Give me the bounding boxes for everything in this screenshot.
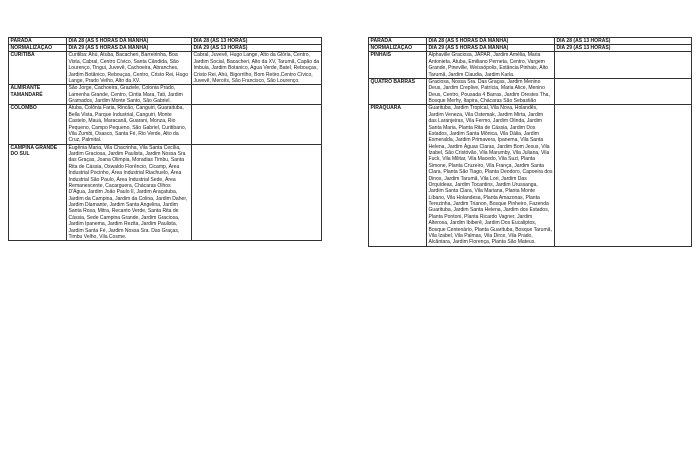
day29-morning-header: DIA 29 (ÀS 5 HORAS DA MANHÃ) <box>67 45 192 52</box>
city-name: CAMPINA GRANDE DO SUL <box>9 144 67 241</box>
afternoon-neighborhoods <box>192 144 322 241</box>
city-name: QUATRO BARRAS <box>369 78 427 105</box>
table-row <box>369 78 692 105</box>
morning-neighborhoods: Guarituba, Jardim Tropical, Vila Nova, Holandês, Jardim Veneza, Vila Ostemak, Jardim Mirta, Jardim das Laranjeiras, Vila Fermo, Jardim Olinda, Jardim Santa Maria, Planta Rita de Cássia, Jardim Dos Estados, Jardim Santa Mônica, Vila Dália, Jardim Esmeralda, Jardim Primavera, Ipanema, Vila Santa Helena, Jardim Águas Claras, Jardim Bom Jesus, Vila Izabel, São Cristóvão, Vila Marumby, Vila Juliana, Vila Fuck, Vila Militar, Vila Macedo, Vila Suzi, Planta Simone, Planta Cruzeiro, Vila França, Jardim Santa Clara, Planta São Tiago, Planta Deodoro, Capoeira dos Dinos, Jardim Tarumã, Vila Lori, Jardim Das Orquídeas, Jardim Tocantins, Jardim Urussanga, Jardim Santa Clara, Vila Mariana, Planta Monte Líbano, Vila Holandesa, Planta Amazonas, Planta Terezinha, Jardim Trianon, Bosque Pinheiro, Fazenda Guarituba, Jardim Santa Helena, Jardim dos Estados, Planta Pontoni, Planta Ricardo Vagner, Jardim Alterosa, Jardim Ibiberê, Jardim Dos Eucaliptos, Bosque Centenário, Planta Guarituba, Bosque Tarumã, Vila Izabel, Vila Palmas, Vila Dirce, Vila Prado, Alcântara, Jardim Florença, Planta São Mateus. <box>428 105 553 246</box>
day28-afternoon-header: DIA 28 (ÀS 13 HORAS) <box>555 38 692 45</box>
parada-label: PARADA <box>9 38 67 45</box>
normalizacao-label: NORMALIZAÇÃO <box>9 45 67 52</box>
day28-afternoon-header: DIA 28 (ÀS 13 HORAS) <box>192 38 322 45</box>
morning-neighborhoods: Atuba, Colônia Faria, Rincão, Canguiri, Guaraituba, Bella Vista, Parque Industrial, Canguiri, Monte Castelo, Mauá, Maracanã, Guarani, Monza, Rio Pequeno, Campo Pequeno, São Gabriel, Curitibano, Vila Zumbi, Osasco, Santa Fé, Rio Verde, Alto da Cruz, Palmital. <box>67 105 192 144</box>
day28-morning-header: DIA 28 (ÀS 5 HORAS DA MANHÃ) <box>67 38 192 45</box>
schedule-table-right <box>368 37 692 247</box>
afternoon-neighborhoods <box>192 105 322 144</box>
table-row <box>9 52 322 85</box>
parada-label: PARADA <box>369 38 427 45</box>
afternoon-neighborhoods <box>555 78 692 105</box>
afternoon-neighborhoods <box>555 52 692 79</box>
morning-neighborhoods: São Jorge, Cachoeira, Graziele, Colonia Prado, Lamenha Grande, Centro, Cintia Mara, Tati, Jardim Gramados, Jardim Monte Santo, São Gabriel. <box>67 85 192 105</box>
afternoon-neighborhoods: Cabral, Juvevê, Hugo Lange, Alto da Glória, Centro, Jardim Social, Bacacheri, Alto da XV, Tarumã, Capão da Imbuia, Jardim Botanico, Agua Verde, Batel, Rebouças, Cristo Rei, Ahú, Bigorrilho, Bom Retiro,Centro Cívico, Juvevê, Mercês, São Francisco, São Lourenço. <box>192 52 322 85</box>
header-row-normalizacao <box>9 45 322 52</box>
morning-neighborhoods: Curitiba: Ahú, Atuba, Bacacheri, Barreirinha, Boa Vista, Cabral, Centro Cívico, Santa Cândida, São Lourenço, Tingui, Juvevê, Cachoeira, Abranches, Jardim Botânico, Rebouças, Centro, Cristo Rei, Hugo Lange, Prado Velho, Alto da XV. <box>67 52 192 85</box>
morning-neighborhoods: Alphaville Graciosa, JAPAR, Jardim Amélia, Maria Antonieta, Atuba, Emiliano Perneta, Centro, Vargem Grande, Pineville, Weissópolis, Estância Pinhais, Alto Tarumã, Jardim Claudia, Jardim Karla. <box>427 52 555 79</box>
city-name: ALMIRANTE TAMANDARÉ <box>9 85 67 105</box>
normalizacao-label: NORMALIZAÇÃO <box>369 45 427 52</box>
table-row <box>9 144 322 241</box>
day29-afternoon-header: DIA 29 (ÀS 13 HORAS) <box>555 45 692 52</box>
table-row <box>369 52 692 79</box>
day28-morning-header: DIA 28 (ÀS 5 HORAS DA MANHÃ) <box>427 38 555 45</box>
table-row <box>369 105 692 246</box>
header-row-parada <box>9 38 322 45</box>
city-name: COLOMBO <box>9 105 67 144</box>
morning-neighborhoods: Graciosa, Nossa Sra. Das Graças, Jardim Menino Deus, Jardim Creplive, Patrícia, Maria Alice, Menino Deus, Centro, Pousada 4 Barras, Jardim Orestes Tha, Bosque Merhy, Itapira, Chácaras São Sebastião <box>427 78 555 105</box>
afternoon-neighborhoods <box>555 105 692 246</box>
city-name: PINHAIS <box>369 52 427 79</box>
header-row-parada <box>369 38 692 45</box>
day29-morning-header: DIA 29 (ÀS 5 HORAS DA MANHÃ) <box>427 45 555 52</box>
header-row-normalizacao <box>369 45 692 52</box>
table-row <box>9 105 322 144</box>
city-name: PIRAQUARA <box>369 105 427 246</box>
table-row <box>9 85 322 105</box>
day29-afternoon-header: DIA 29 (ÀS 13 HORAS) <box>192 45 322 52</box>
schedule-table-left <box>8 37 322 241</box>
city-name: CURITIBA <box>9 52 67 85</box>
afternoon-neighborhoods <box>192 85 322 105</box>
morning-neighborhoods: Eugênia Maria, Vila Chacrinha, Vila Santa Cecília, Jardim Graciosa, Jardim Paulista, Jardim Nossa Sra das Graças, Joana Olimpia, Moradias Timbu, Santa Rita de Cássia, Oswaldo Florêncio, Cicamp, Área Industrial Pocinho, Área Industrial Riachuelo, Área Industrial São Paulo, Área Industrial Sede, Área Remanescente, Cacarguera, Chácaras Olhos D'Água, Jardim João Paulo II, Jardim Araçatuba, Jardim da Campina, Jardim da Colina, Jardim Daher, Jardim Diamante, Jardim Santa Angelina, Jardim Santa Rosa, Mitra, Recanto Verde, Santa Rita de Cássia, Sede Campina Grande, Jardim Graciosa, Jardim Ipanema, Jardim Rezita, Jardim Paulista, Jardim Santa Fé, Jardim Nossa Sra. Das Graças, Timbu Velho, Vila Cosme. <box>67 144 192 241</box>
